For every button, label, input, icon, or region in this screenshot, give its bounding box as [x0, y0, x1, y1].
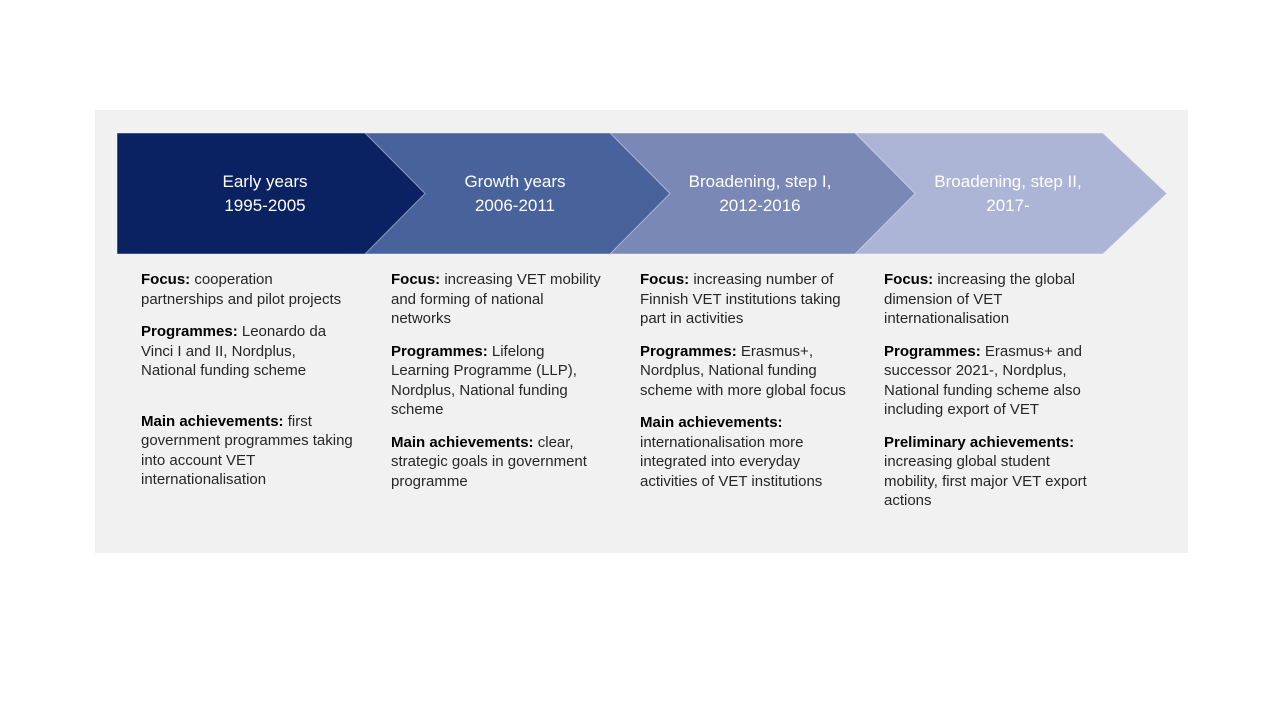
phase-1-programmes-label: Programmes:	[141, 323, 238, 340]
phase-4-title-text: Broadening, step II,	[934, 171, 1082, 191]
phase-1-focus-label: Focus:	[141, 271, 191, 288]
phase-4-programmes	[884, 342, 1096, 420]
phase-2-achievements-text: clear, strategic goals in government programme	[391, 433, 587, 490]
phase-4-achievements	[884, 433, 1096, 511]
phase-4-title	[855, 133, 1161, 254]
phase-2-focus-label: Focus:	[391, 271, 441, 288]
phase-1-achievements	[141, 412, 353, 490]
phase-3-focus-text: increasing number of Finnish VET institutions taking part in activities	[640, 271, 841, 327]
phase-2-details	[391, 270, 603, 504]
phase-2-focus	[391, 270, 603, 329]
phase-4-details	[884, 270, 1096, 524]
phase-4-focus	[884, 270, 1096, 329]
phase-4-focus-text: increasing the global dimension of VET internationalisation	[884, 271, 1075, 327]
phase-4-programmes-label: Programmes:	[884, 342, 981, 360]
phase-3-programmes-label: Programmes:	[640, 342, 737, 360]
phase-1-title-text: Early years	[222, 171, 308, 191]
phase-1-achievements-label: Main achievements:	[141, 412, 284, 430]
phase-2-achievements	[391, 433, 603, 492]
phase-3-achievements	[640, 413, 852, 491]
phase-1-programmes-text: Leonardo da Vinci I and II, Nordplus, National funding scheme	[141, 323, 327, 379]
phase-1-focus	[141, 270, 353, 309]
phase-2-focus-text: increasing VET mobility and forming of national networks	[391, 271, 601, 327]
phase-3-years: 2012-2016	[719, 195, 801, 215]
phase-3-focus	[640, 270, 852, 329]
phase-4-achievements-label: Preliminary achievements:	[884, 433, 1075, 451]
phase-3-title-text: Broadening, step I,	[688, 171, 832, 191]
timeline-panel	[95, 110, 1188, 553]
phase-4-achievements-text: increasing global student mobility, first major VET export actions	[884, 453, 1087, 509]
phase-1-details	[141, 270, 353, 503]
phase-1-years: 1995-2005	[224, 195, 306, 215]
phase-2-achievements-label: Main achievements:	[391, 433, 534, 451]
phase-2-programmes-label: Programmes:	[391, 342, 488, 360]
timeline-arrow-band	[95, 133, 1188, 254]
phase-3-achievements-label: Main achievements:	[640, 414, 783, 431]
phase-3-details	[640, 270, 852, 504]
phase-2-programmes-text: Lifelong Learning Programme (LLP), Nordplus, National funding scheme	[391, 342, 577, 418]
phase-2-title-text: Growth years	[464, 171, 566, 191]
phase-1-programmes	[141, 322, 353, 381]
phase-3-focus-label: Focus:	[640, 271, 690, 288]
phase-2-years: 2006-2011	[474, 195, 556, 215]
phase-3-achievements-text: internationalisation more integrated into everyday activities of VET institutions	[640, 433, 823, 490]
phase-4-programmes-text: Erasmus+ and successor 2021-, Nordplus, National funding scheme also including export of VET	[884, 342, 1083, 418]
phase-2-programmes	[391, 342, 603, 420]
phase-3-programmes	[640, 342, 852, 401]
phase-1-focus-text: cooperation partnerships and pilot projects	[141, 271, 342, 308]
phase-1-achievements-text: first government programmes taking into account VET internationalisation	[141, 412, 353, 488]
phase-3-programmes-text: Erasmus+, Nordplus, National funding scheme with more global focus	[640, 342, 846, 399]
phase-4-focus-label: Focus:	[884, 271, 934, 288]
phase-4-years: 2017-	[986, 195, 1030, 215]
